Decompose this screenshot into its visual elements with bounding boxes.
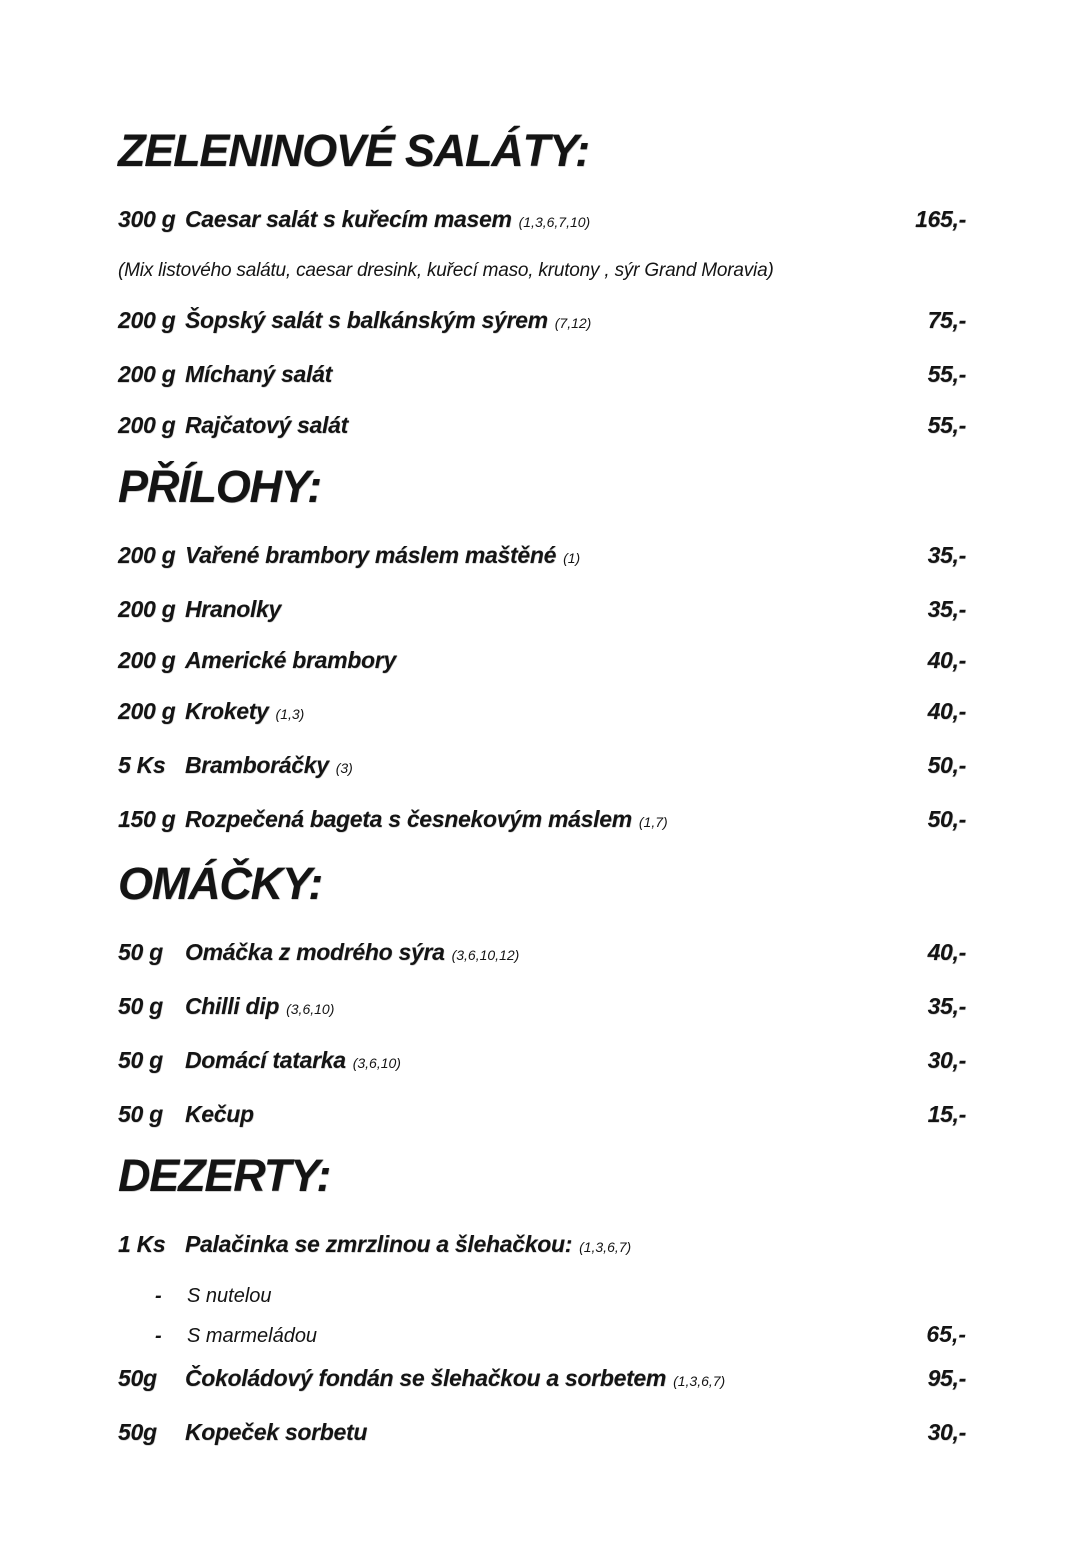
- item-name: Kopeček sorbetu: [185, 1419, 368, 1445]
- item-price: 35,-: [927, 993, 966, 1019]
- item-price: 95,-: [927, 1365, 966, 1391]
- menu-item-row: [118, 305, 966, 338]
- item-allergens: (1,3): [275, 706, 305, 722]
- item-quantity: 200 g: [118, 307, 176, 333]
- item-name: Omáčka z modrého sýra: [185, 939, 445, 965]
- item-name: Vařené brambory máslem maštěné: [185, 542, 557, 568]
- item-quantity: 50 g: [118, 993, 163, 1019]
- section-sauces: [118, 859, 966, 1129]
- item-name: Kečup: [185, 1101, 254, 1127]
- item-price: 35,-: [927, 596, 966, 622]
- item-price: 55,-: [927, 412, 966, 438]
- item-quantity: 50g: [118, 1419, 157, 1445]
- section-desserts: [118, 1151, 966, 1447]
- item-price: 165,-: [915, 206, 966, 232]
- item-name-wrap: [185, 991, 928, 1024]
- item-name-wrap: [185, 305, 928, 338]
- item-price: 55,-: [927, 361, 966, 387]
- item-quantity: 200 g: [118, 647, 176, 673]
- menu-item-row: [118, 1229, 966, 1262]
- item-name: Míchaný salát: [185, 361, 332, 387]
- item-quantity: 150 g: [118, 806, 176, 832]
- menu-item-row: [118, 540, 966, 573]
- item-name: Hranolky: [185, 596, 282, 622]
- menu-item-row: [118, 937, 966, 970]
- item-price: 35,-: [927, 542, 966, 568]
- menu-item-row: [118, 804, 966, 837]
- item-quantity: 200 g: [118, 542, 176, 568]
- item-price: 40,-: [927, 939, 966, 965]
- item-name-wrap: [185, 540, 928, 573]
- item-name: Čokoládový fondán se šlehačkou a sorbetem: [185, 1365, 667, 1391]
- item-quantity: 200 g: [118, 361, 176, 387]
- subitem-price: 65,-: [926, 1321, 966, 1347]
- item-allergens: (7,12): [554, 315, 592, 331]
- item-name: Americké brambory: [185, 647, 396, 673]
- section-heading: PŘÍLOHY:: [118, 461, 321, 512]
- dash-bullet: -: [155, 1325, 162, 1347]
- section-vegetable-salads: [118, 126, 966, 440]
- item-price: 50,-: [927, 752, 966, 778]
- item-quantity: 200 g: [118, 412, 176, 438]
- menu-item-row: [118, 1099, 966, 1129]
- item-name-wrap: [185, 1045, 928, 1078]
- menu-item-row: [118, 1363, 966, 1396]
- section-side-dishes: [118, 462, 966, 837]
- item-quantity: 50 g: [118, 1101, 163, 1127]
- menu-item-row: [118, 410, 966, 440]
- item-price: 15,-: [927, 1101, 966, 1127]
- item-name-wrap: [185, 594, 928, 624]
- item-allergens: (3,6,10,12): [451, 947, 520, 963]
- menu-subitem-row: [155, 1321, 966, 1349]
- menu-item-row: [118, 645, 966, 675]
- section-heading: ZELENINOVÉ SALÁTY:: [118, 125, 589, 176]
- item-name-wrap: [185, 359, 928, 389]
- subitem-label: S nutelou: [187, 1285, 272, 1307]
- item-allergens: (1,3,6,7,10): [518, 214, 591, 230]
- item-name: Caesar salát s kuřecím masem: [185, 206, 512, 232]
- item-allergens: (1): [563, 550, 581, 566]
- item-price: 40,-: [927, 647, 966, 673]
- item-allergens: (1,7): [638, 814, 668, 830]
- menu-item-row: [118, 1417, 966, 1447]
- item-name: Krokety: [185, 698, 269, 724]
- item-name: Šopský salát s balkánským sýrem: [185, 307, 548, 333]
- dash-bullet: -: [155, 1285, 162, 1307]
- menu-item-row: [118, 696, 966, 729]
- item-allergens: (1,3,6,7): [579, 1239, 632, 1255]
- menu-item-row: [118, 204, 966, 237]
- item-quantity: 200 g: [118, 698, 176, 724]
- item-quantity: 50g: [118, 1365, 157, 1391]
- item-name-wrap: [185, 804, 928, 837]
- item-quantity: 1 Ks: [118, 1231, 166, 1257]
- item-name: Rajčatový salát: [185, 412, 348, 438]
- item-name: Rozpečená bageta s česnekovým máslem: [185, 806, 632, 832]
- item-quantity: 200 g: [118, 596, 176, 622]
- menu-item-row: [118, 594, 966, 624]
- menu-item-row: [118, 359, 966, 389]
- item-price: 40,-: [927, 698, 966, 724]
- section-heading: DEZERTY:: [118, 1150, 331, 1201]
- item-name-wrap: [185, 696, 928, 729]
- item-name-wrap: [185, 750, 928, 783]
- item-name-wrap: [185, 937, 928, 970]
- item-price: 30,-: [927, 1047, 966, 1073]
- item-price: 30,-: [927, 1419, 966, 1445]
- item-name: Domácí tatarka: [185, 1047, 346, 1073]
- item-name: Palačinka se zmrzlinou a šlehačkou:: [185, 1231, 573, 1257]
- item-allergens: (3,6,10): [352, 1055, 401, 1071]
- item-description: (Mix listového salátu, caesar dresink, kuřecí maso, krutony , sýr Grand Moravia): [118, 260, 774, 281]
- item-allergens: (3): [335, 760, 353, 776]
- menu-item-row: [118, 991, 966, 1024]
- item-name: Bramboráčky: [185, 752, 329, 778]
- item-name-wrap: [185, 1417, 928, 1447]
- menu-subitem-row: [155, 1283, 966, 1309]
- item-allergens: (1,3,6,7): [673, 1373, 726, 1389]
- item-quantity: 300 g: [118, 206, 176, 232]
- item-price: 50,-: [927, 806, 966, 832]
- item-name-wrap: [185, 1099, 928, 1129]
- item-name-wrap: [185, 645, 928, 675]
- menu-item-row: [118, 1045, 966, 1078]
- item-quantity: 50 g: [118, 939, 163, 965]
- item-allergens: (3,6,10): [286, 1001, 335, 1017]
- item-name-wrap: [185, 1229, 966, 1262]
- item-price: 75,-: [927, 307, 966, 333]
- menu-item-row: [118, 750, 966, 783]
- item-name-wrap: [185, 410, 928, 440]
- item-quantity: 5 Ks: [118, 752, 166, 778]
- section-heading: OMÁČKY:: [118, 858, 323, 909]
- item-name: Chilli dip: [185, 993, 280, 1019]
- item-name-wrap: [185, 204, 915, 237]
- item-name-wrap: [185, 1363, 928, 1396]
- item-quantity: 50 g: [118, 1047, 163, 1073]
- subitem-label: S marmeládou: [187, 1325, 318, 1347]
